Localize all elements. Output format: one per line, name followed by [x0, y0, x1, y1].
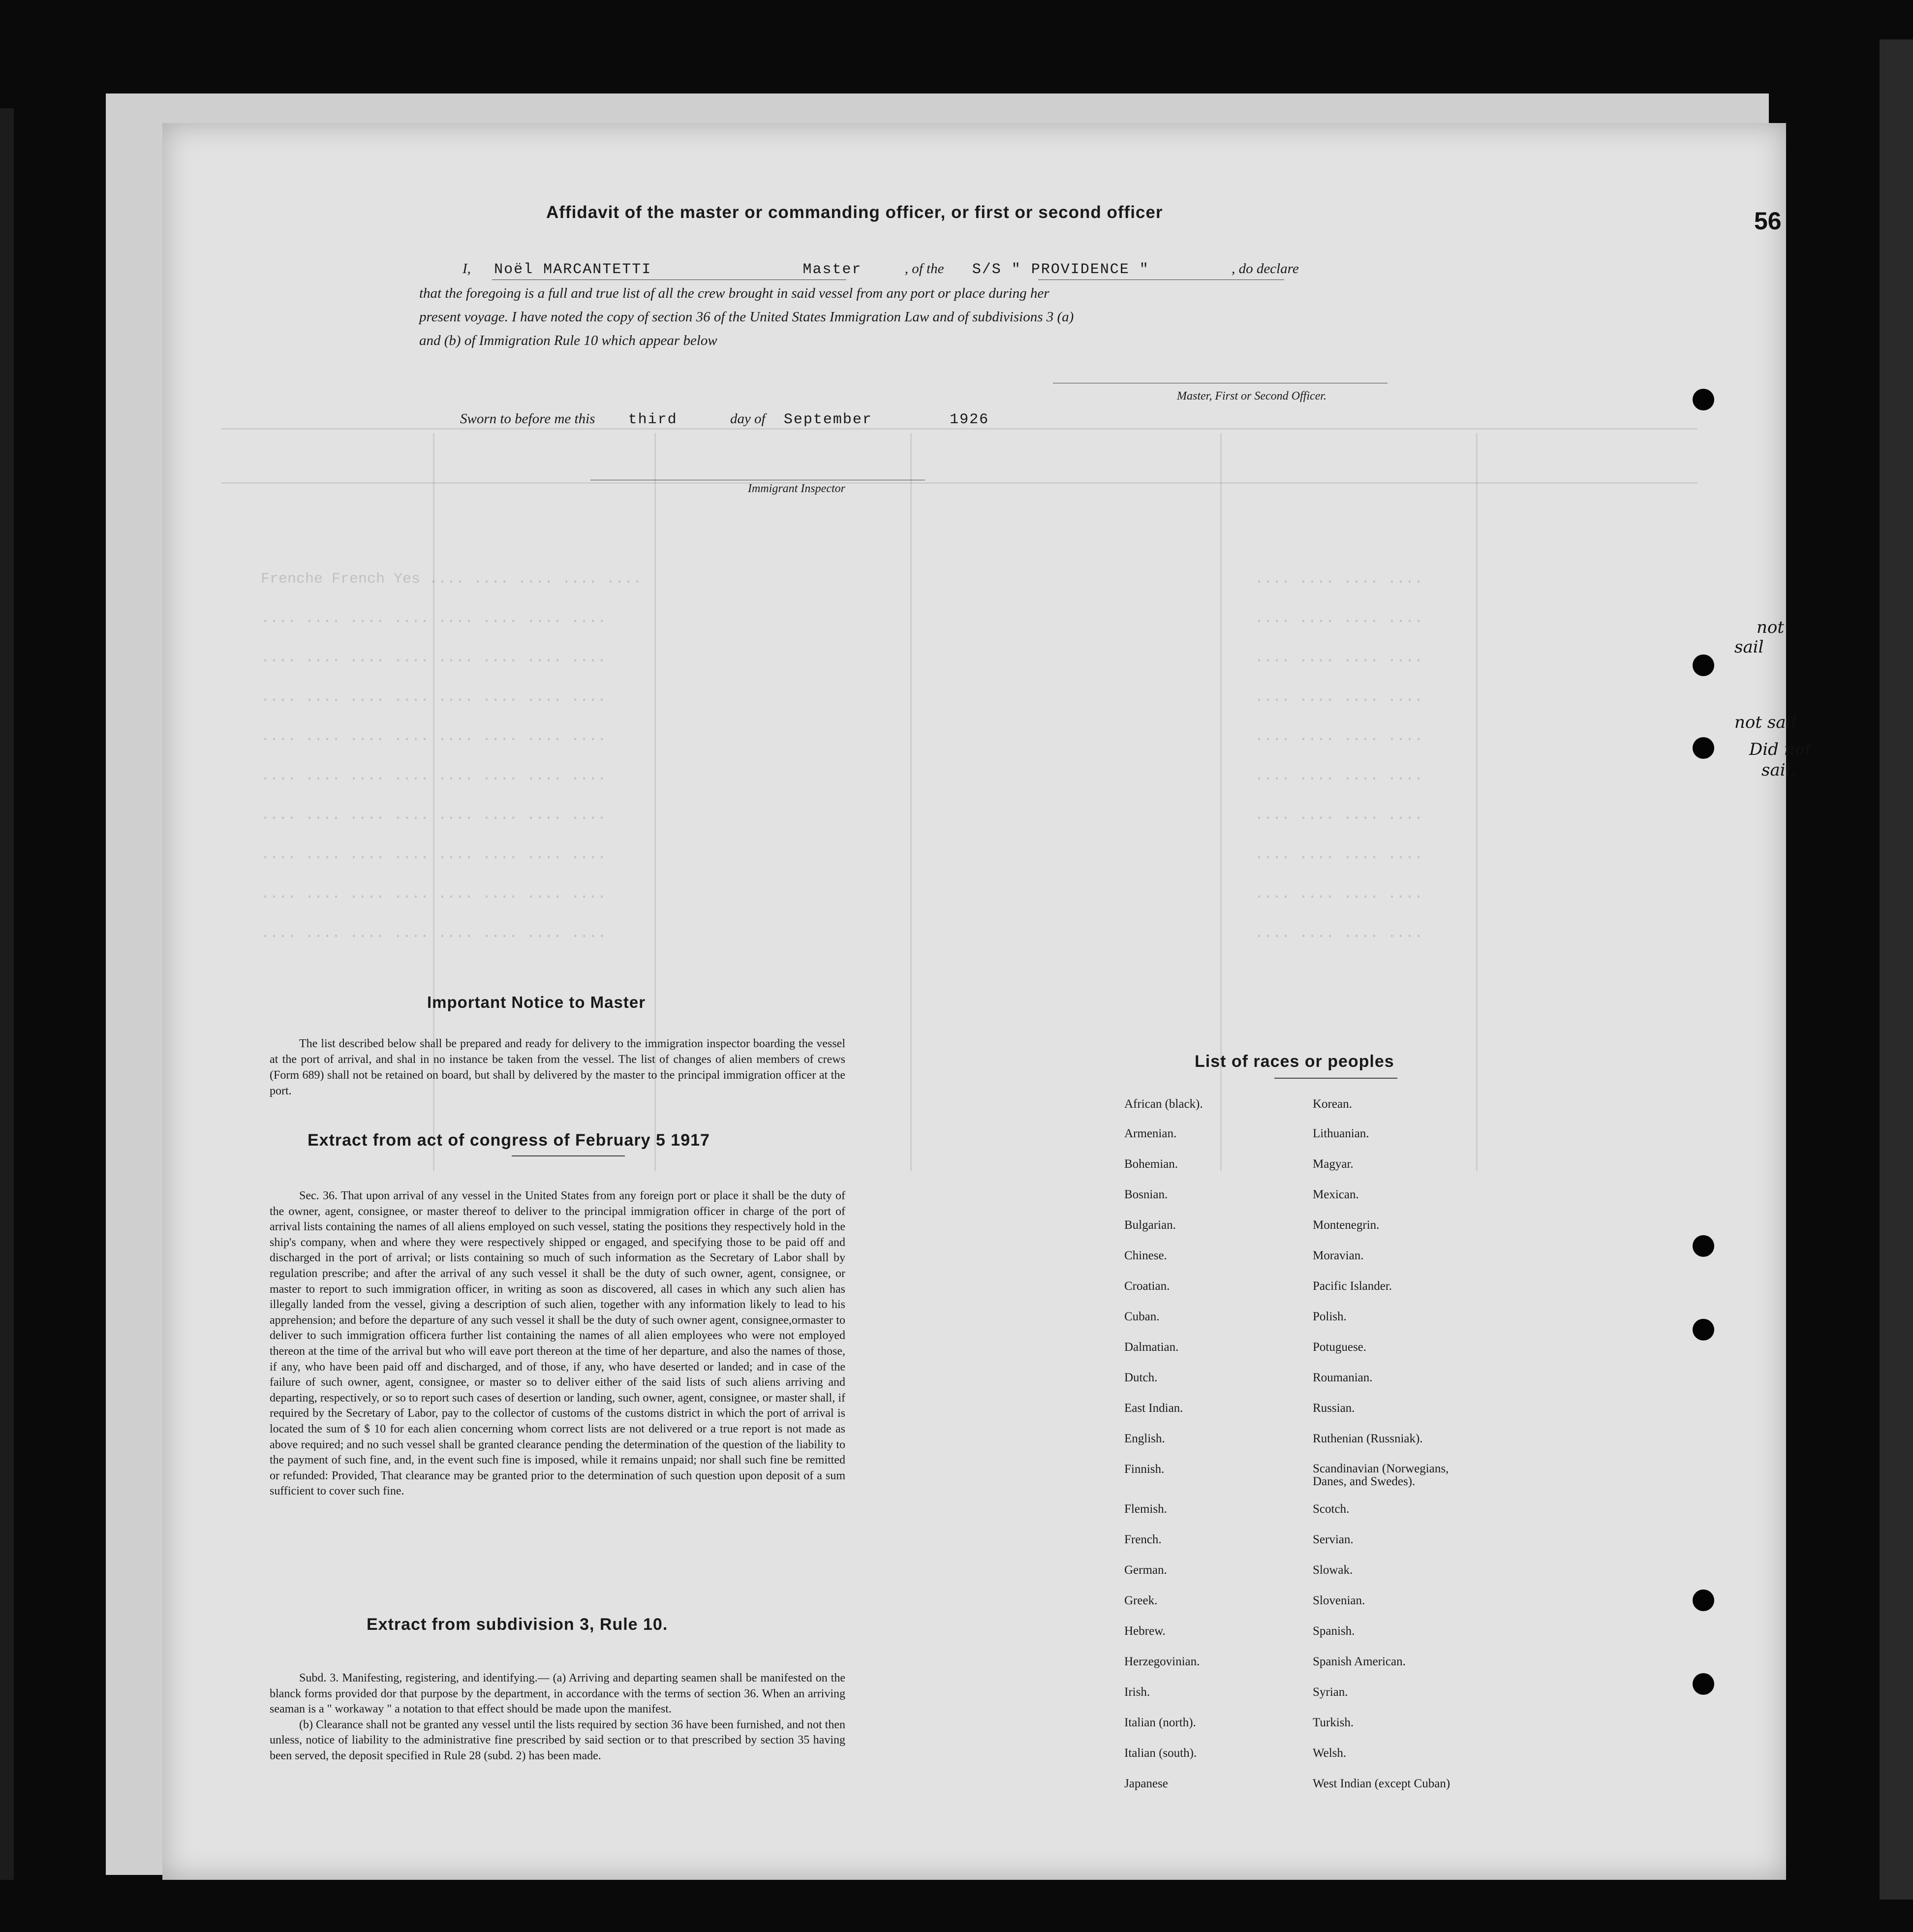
binder-hole — [1693, 1589, 1714, 1611]
race-item: Irish. — [1124, 1685, 1150, 1699]
race-item: Roumanian. — [1313, 1371, 1373, 1384]
notice-title: Important Notice to Master — [427, 993, 646, 1011]
rule-10-text — [270, 1671, 845, 1764]
page-number: 56 — [1754, 207, 1782, 235]
binder-hole — [1693, 1235, 1714, 1257]
race-item: Flemish. — [1124, 1502, 1167, 1516]
binder-hole — [1693, 389, 1714, 410]
race-item: Ruthenian (Russniak). — [1313, 1432, 1423, 1445]
extract-act-underline — [512, 1155, 625, 1156]
race-item: Bulgarian. — [1124, 1218, 1176, 1232]
affidavit-title: Affidavit of the master or commanding officer, or first or second officer — [546, 203, 1163, 222]
signature-caption: Master, First or Second Officer. — [1177, 390, 1327, 403]
do-declare-text: , do declare — [1232, 261, 1299, 277]
race-item: Mexican. — [1313, 1188, 1359, 1201]
sworn-year: 1926 — [950, 411, 989, 428]
race-item: Magyar. — [1313, 1157, 1354, 1171]
race-item: Polish. — [1313, 1310, 1347, 1323]
margin-note: sail — [1734, 637, 1764, 657]
race-item: Herzegovinian. — [1124, 1655, 1200, 1668]
race-item: Potuguese. — [1313, 1340, 1367, 1354]
race-item: Finnish. — [1124, 1463, 1165, 1476]
notice-text: The list described below shall be prepared and ready for delivery to the immigration inspector boarding the vessel at the port of arrival, and shal in no instance be taken from the vessel. The list of changes of alien members of crews (Form 689) shall not be retained on board, but shall by delivered by the master to the principal immigration officer at the port. — [270, 1037, 845, 1097]
race-item: Chinese. — [1124, 1249, 1167, 1262]
race-item: Pacific Islander. — [1313, 1279, 1392, 1293]
margin-note: Did not — [1749, 740, 1812, 759]
race-item: Greek. — [1124, 1594, 1158, 1607]
race-item: Montenegrin. — [1313, 1218, 1380, 1232]
rule-10-para-b: (b) Clearance shall not be granted any vessel until the lists required by section 36 have been furnished, and not then unless, notice of liability to the administrative fine prescribed by said section or to that prescribed by section 35 having been served, the deposit specified in Rule 28 (subd. 2) has been made. — [270, 1718, 845, 1762]
race-item: Japanese — [1124, 1777, 1168, 1790]
race-item: Slovenian. — [1313, 1594, 1365, 1607]
margin-note: not — [1757, 618, 1785, 637]
master-name: Noël MARCANTETTI — [494, 261, 652, 278]
race-item: Croatian. — [1124, 1279, 1170, 1293]
affidavit-line-4: and (b) of Immigration Rule 10 which appear below — [419, 333, 717, 348]
race-item: Welsh. — [1313, 1746, 1347, 1760]
master-rank: Master — [802, 261, 862, 278]
race-item: Dutch. — [1124, 1371, 1158, 1384]
extract-act-title: Extract from act of congress of February 5 1917 — [308, 1131, 710, 1150]
margin-note: not sail — [1734, 713, 1797, 732]
race-item: French. — [1124, 1533, 1162, 1546]
right-film-edge — [1880, 39, 1913, 1900]
sworn-month: September — [783, 411, 872, 428]
race-item: Slowak. — [1313, 1563, 1353, 1577]
race-item: Armenian. — [1124, 1127, 1177, 1140]
affidavit-declaration-line — [463, 261, 1299, 278]
binder-hole — [1693, 654, 1714, 676]
race-item: Scandinavian (Norwegians, Danes, and Swedes). — [1313, 1462, 1449, 1488]
rule-10-para-a: Subd. 3. Manifesting, registering, and identifying.— (a) Arriving and departing seamen shall be manifested on the blanck forms provided dor that purpose by the department, in accordance with the terms of section 36. When an arriving seaman is a " workaway " a notation to that effect should be made upon the manifest. — [270, 1672, 845, 1715]
race-item: English. — [1124, 1432, 1165, 1445]
margin-note: sail. — [1761, 760, 1796, 780]
affidavit-line-3: present voyage. I have noted the copy of section 36 of the United States Immigration Law and of subdivisions 3 (a) — [419, 309, 1074, 325]
sworn-prefix: Sworn to before me this — [460, 411, 595, 427]
race-item: Dalmatian. — [1124, 1340, 1179, 1354]
binder-hole — [1693, 1673, 1714, 1695]
race-item: Syrian. — [1313, 1685, 1348, 1699]
affidavit-line-2: that the foregoing is a full and true list of all the crew brought in said vessel from any port or place during her — [419, 285, 1049, 301]
race-item: Bosnian. — [1124, 1188, 1168, 1201]
race-item: Bohemian. — [1124, 1157, 1178, 1171]
sworn-day: third — [628, 411, 678, 428]
section-36-text: Sec. 36. That upon arrival of any vessel in the United States from any foreign port or place it shall be the duty of the owner, agent, consignee, or master thereof to deliver to the principal immigration officer in charge of the port of arrival lists containing the names of all aliens employed on such vessel, stating the positions they respectively hold in the ship's company, when and where they were respectively shipped or engaged, and specifying those to be paid off and discharged in the port of arrival; or lists containing so much of such information as the Secretary of Labor shall by regulation prescribe; and after the arrival of any such vessel it shall be the duty of such owner, agent, consignee, or master to report to such immigration officer, in writing as soon as discovered, all cases in which any such alien has illegally landed from the vessel, giving a description of such alien, together with any information likely to lead to his apprehension; and before the departure of any such vessel it shall be the duty of such owner agent, consignee,ormaster to deliver to such immigration officera further list containing the names of all alien employees who were not employed thereon at the time of the arrival but who will eave port thereon at the time of her departure, and also the names of those, if any, who have been paid off and discharged, and of those, if any, who have deserted or landed; and in case of the failure of such owner, agent, consignee, or master so to deliver either of the said lists of such aliens arriving and departing, respectively, or so to report such cases of desertion or landing, such owner, agent, consignee, or master shall, if required by the Secretary of Labor, pay to the collector of customs of the customs district in which the port of arrival is located the sum of $ 10 for each alien concerning whom correct lists are not delivered or a true report is not made as above required; and no such vessel shall be granted clearance pending the determination of the question of the liability to the payment of such fine, and, in the event such fine is imposed, while it remains unpaid; nor shall such fine be remitted or refunded: Provided, That clearance may be granted prior to the determination of such question upon deposit of a sum sufficient to cover such fine. — [270, 1189, 845, 1498]
race-item: African (black). — [1124, 1097, 1203, 1111]
race-item: Hebrew. — [1124, 1624, 1166, 1638]
inspector-caption: Immigrant Inspector — [748, 482, 845, 495]
extract-rule-title: Extract from subdivision 3, Rule 10. — [367, 1615, 668, 1634]
binder-hole — [1693, 1319, 1714, 1340]
race-item: Russian. — [1313, 1402, 1355, 1415]
races-title: List of races or peoples — [1195, 1052, 1394, 1071]
races-title-underline — [1274, 1078, 1397, 1079]
vessel-name: S/S " PROVIDENCE " — [972, 261, 1149, 278]
race-item: Spanish American. — [1313, 1655, 1406, 1668]
race-item: Spanish. — [1313, 1624, 1355, 1638]
day-of-text: day of — [730, 411, 766, 427]
race-item: West Indian (except Cuban) — [1313, 1777, 1450, 1790]
sworn-line — [460, 411, 989, 428]
race-item: Italian (north). — [1124, 1716, 1196, 1729]
of-the-text: , of the — [904, 261, 944, 277]
race-item: Scotch. — [1313, 1502, 1350, 1516]
pronoun-text: I, — [463, 261, 471, 277]
binder-hole — [1693, 737, 1714, 759]
race-item: Korean. — [1313, 1097, 1352, 1111]
race-item: Italian (south). — [1124, 1746, 1197, 1760]
race-item: East Indian. — [1124, 1402, 1183, 1415]
race-item: German. — [1124, 1563, 1167, 1577]
left-film-edge — [0, 108, 14, 1880]
race-item: Moravian. — [1313, 1249, 1364, 1262]
race-item: Servian. — [1313, 1533, 1354, 1546]
race-item: Turkish. — [1313, 1716, 1354, 1729]
race-item: Cuban. — [1124, 1310, 1160, 1323]
race-item: Lithuanian. — [1313, 1127, 1369, 1140]
